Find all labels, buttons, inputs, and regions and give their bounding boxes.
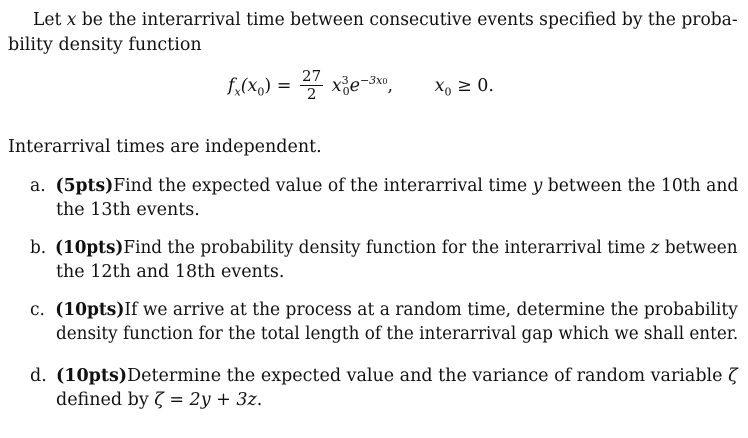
part-d-label: d. [30, 366, 47, 386]
part-c-line-1: c. (10pts)If we arrive at the process at a random time, determine the probability [30, 300, 738, 320]
part-c-points: (10pts) [55, 300, 125, 320]
part-d-points: (10pts) [56, 366, 128, 386]
part-d-line-1: d. (10pts)Determine the expected value and the variance of random variable ζ [30, 366, 738, 386]
part-a-points: (5pts) [55, 176, 114, 196]
part-b-line-2: the 12th and 18th events. [56, 262, 285, 282]
statement: Interarrival times are independent. [8, 137, 322, 157]
pdf-equation: $f_x(x_0)$ = $\frac{27}{2}$ $x^3_0e^{-3x0}$, $x_0 \ge 0$. [228, 67, 494, 103]
part-c-line-2: density function for the total length of the interarrival gap which we shall enter. [56, 324, 739, 344]
variable-x: x [66, 10, 77, 30]
part-b-points: (10pts) [55, 238, 124, 258]
part-a-line-2: the 13th events. [56, 200, 200, 220]
fraction: $\frac{27}{2}$ [302, 67, 322, 103]
part-a-label: a. [30, 176, 46, 196]
part-b-line-1: b. (10pts)Find the probability density function for the interarrival time z between [30, 238, 738, 258]
part-a-line-1: a. (5pts)Find the expected value of the interarrival time y between the 10th and [30, 176, 739, 196]
part-d-line-2: defined by ζ = 2y + 3z. [56, 390, 263, 410]
part-c-label: c. [30, 300, 45, 320]
intro-line-1: Let x be the interarrival time between consecutive events specified by the proba- [33, 10, 738, 30]
part-b-label: b. [30, 238, 47, 258]
intro-line-2: bility density function [8, 35, 202, 55]
